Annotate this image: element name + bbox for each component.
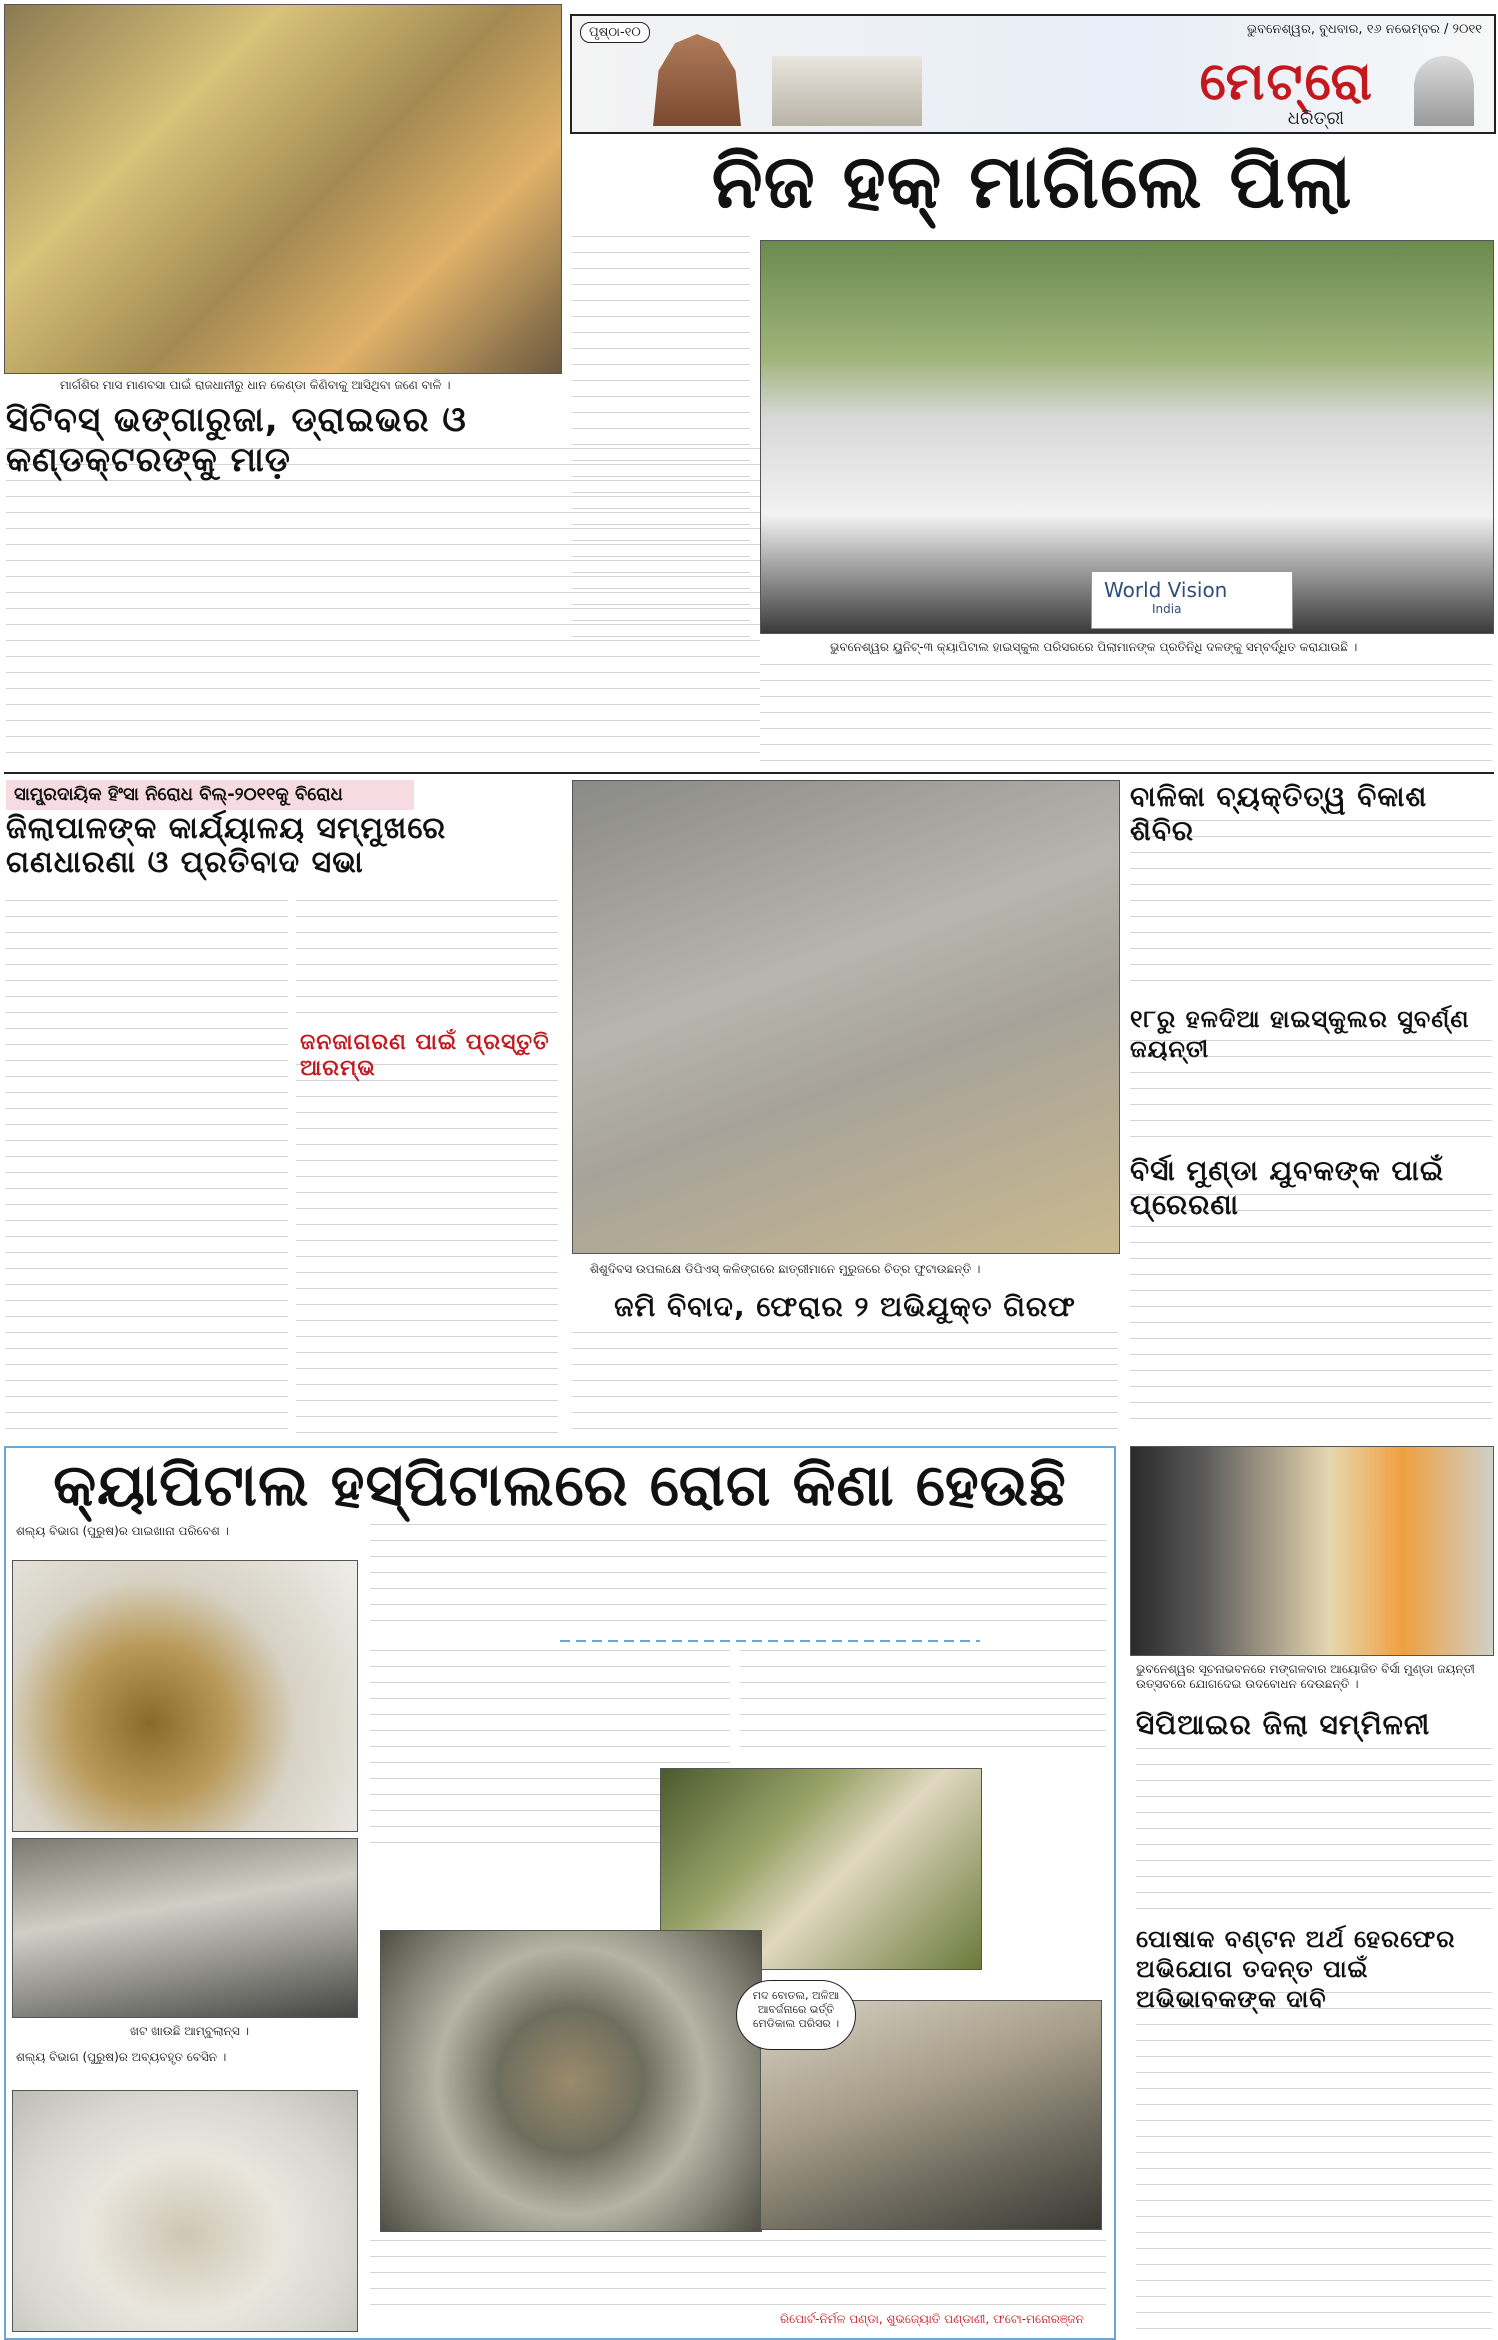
birsa-headline: ବିର୍ସା ମୁଣ୍ଡା ଯୁବକଙ୍କ ପାଇଁ ପ୍ରେରଣା (1130, 1154, 1445, 1221)
hospital-byline: ରିପୋର୍ଟ-ନିର୍ମଳ ପଣ୍ଡା, ଶୁଭଜ୍ୟୋତି ପଣ୍ଡାଣୀ, ଫଟୋ-ମନୋରଞ୍ଜନ (780, 2312, 1084, 2326)
girls-camp-headline: ବାଳିକା ବ୍ୟକ୍ତିତ୍ୱ ବିକାଶ ଶିବିର (1130, 780, 1428, 847)
brand-subtitle: ଧରିତ୍ରୀ (1287, 108, 1344, 129)
communal-story-text-2 (296, 900, 558, 1020)
cpi-headline: ସିପିଆଇର ଜିଲା ସମ୍ମିଳନୀ (1136, 1708, 1431, 1741)
students-photo (760, 240, 1494, 634)
jubilee-text (1130, 1040, 1492, 1146)
hospital-intro-text (370, 1524, 1106, 1634)
rangoli-photo-caption: ଶିଶୁଦିବସ ଉପଲକ୍ଷେ ଡିପିଏସ୍ କଳିଙ୍ଗରେ ଛାତ୍ରୀମାନେ ମୁରୁଜରେ ଚିତ୍ର ଫୁଟାଉଛନ୍ତି । (590, 1262, 981, 1276)
lead-headline: ନିଜ ହକ୍ ମାଗିଲେ ପିଲା (711, 139, 1353, 225)
uniform-headline: ପୋଷାକ ବଣ୍ଟନ ଅର୍ଥ ହେରଫେର ଅଭିଯୋଗ ତଦନ୍ତ ପାଇଁ ଅଭିଭାବକଙ୍କ ଦାବି (1136, 1925, 1456, 2013)
citybus-headline: ସିଟିବସ୍ ଭଙ୍ଗାରୁଜା, ଡ୍ରାଇଭର ଓ କଣ୍ଡକ୍ଟରଙ୍କୁ ମାଡ଼ (6, 400, 467, 480)
students-photo-caption: ଭୁବନେଶ୍ୱର ୟୁନିଟ୍-୩ କ୍ୟାପିଟାଲ ହାଇସ୍କୁଲ ପରିସରରେ ପିଲାମାନଙ୍କ ପ୍ରତିନିଧି ଦଳଙ୍କୁ ସମ୍ବର୍ଦ୍ଧିତ କରାଯାଉଛି । (830, 640, 1358, 654)
land-dispute-text (572, 1332, 1118, 1434)
page-number: ପୃଷ୍ଠା-୧୦ (580, 22, 650, 43)
hospital-headline: କ୍ୟାପିଟାଲ ହସ୍ପିଟାଲରେ ରୋଗ କିଣା ହେଉଛି (53, 1451, 1067, 1519)
hospital-text-col2 (740, 1650, 1106, 1760)
cpi-text (1136, 1748, 1492, 1916)
toilet-photo (12, 1560, 358, 1832)
citybus-story-text (6, 448, 760, 764)
basin-photo-caption: ଶଲ୍ୟ ବିଭାଗ (ପୁରୁଷ)ର ଅବ୍ୟବହୃତ ବେସିନ । (16, 2050, 227, 2064)
masthead (570, 14, 1496, 134)
birsa-jayanti-photo (1130, 1446, 1494, 1656)
world-vision-banner (1091, 571, 1293, 629)
birsa-jayanti-caption: ଭୁବନେଶ୍ୱର ସୂଚନାଭବନରେ ମଙ୍ଗଳବାର ଆୟୋଜିତ ବିର୍ସା ମୁଣ୍ଡା ଜୟନ୍ତୀ ଉତ୍ସବରେ ଯୋଗଦେଇ ଉଦବୋଧନ ଦେଉଛନ୍ତି । (1136, 1662, 1475, 1691)
brand-title: ମେଟ୍ରୋ (1199, 52, 1374, 112)
banner-text: World Vision (1104, 578, 1228, 602)
toilet-photo-caption: ଶଲ୍ୟ ବିଭାଗ (ପୁରୁଷ)ର ପାଇଖାନା ପରିବେଶ । (16, 1524, 229, 1538)
market-photo (4, 4, 562, 374)
communal-story-text-1 (6, 900, 288, 1434)
land-dispute-headline: ଜମି ବିବାଦ, ଫେରାର ୨ ଅଭିଯୁକ୍ତ ଗିରଫ (614, 1290, 1076, 1323)
jubilee-headline: ୧୮ରୁ ହଳଦିଆ ହାଇସ୍କୁଲର ସୁବର୍ଣ୍ଣ ଜୟନ୍ତୀ (1130, 1005, 1470, 1063)
lead-story-continued (760, 664, 1492, 764)
communal-story-text-3 (296, 1064, 558, 1434)
communal-subhead: ଜନଜାଗରଣ ପାଇଁ ପ୍ରସ୍ତୁତି ଆରମ୍ଭ (300, 1030, 550, 1081)
temple-illustration (642, 34, 752, 126)
building-illustration (772, 56, 922, 126)
basin-photo (12, 2090, 358, 2332)
communal-kicker: ସାମ୍ପ୍ରଦାୟିକ ହିଂସା ନିରୋଧ ବିଲ୍-୨୦୧୧କୁ ବିରୋଧ (6, 780, 414, 810)
birsa-text (1130, 1194, 1492, 1434)
divider-line (4, 772, 1494, 774)
issue-date: ଭୁବନେଶ୍ୱର, ବୁଧବାର, ୧୬ ନଭେମ୍ବର / ୨୦୧୧ (1246, 22, 1482, 37)
ambulance-photo-caption: ଖଟ ଖାଉଛି ଆମ୍ବୁଲାନ୍ସ । (130, 2024, 249, 2038)
communal-headline: ଜିଲାପାଳଙ୍କ କାର୍ଯ୍ୟାଳୟ ସମ୍ମୁଖରେ ଗଣଧାରଣା ଓ ପ୍ରତିବାଦ ସଭା (6, 811, 447, 880)
hospital-text-bottom (370, 2240, 1106, 2306)
intro-dashed-divider (560, 1640, 980, 1642)
rangoli-photo (572, 780, 1120, 1254)
market-photo-caption: ମାର୍ଗଶିର ମାସ ମାଣବସା ପାଇଁ ରାଜଧାନୀରୁ ଧାନ କେଣ୍ଡା କିଣିବାକୁ ଆସିଥିବା ଜଣେ ବାଳି । (60, 378, 451, 392)
girls-camp-text (1130, 820, 1492, 996)
uniform-text (1136, 1992, 1492, 2332)
ambulance-photo (12, 1838, 358, 2018)
photo-speech-bubble: ମଦ ବୋତଲ, ଅଳିଆ ଆବର୍ଜନାରେ ଭର୍ତ୍ତି ମେଡିକାଲ ପରିସର । (736, 1980, 856, 2050)
dome-illustration (1414, 56, 1474, 126)
banner-subtext: India (1152, 602, 1182, 616)
garbage-photo (380, 1930, 762, 2232)
